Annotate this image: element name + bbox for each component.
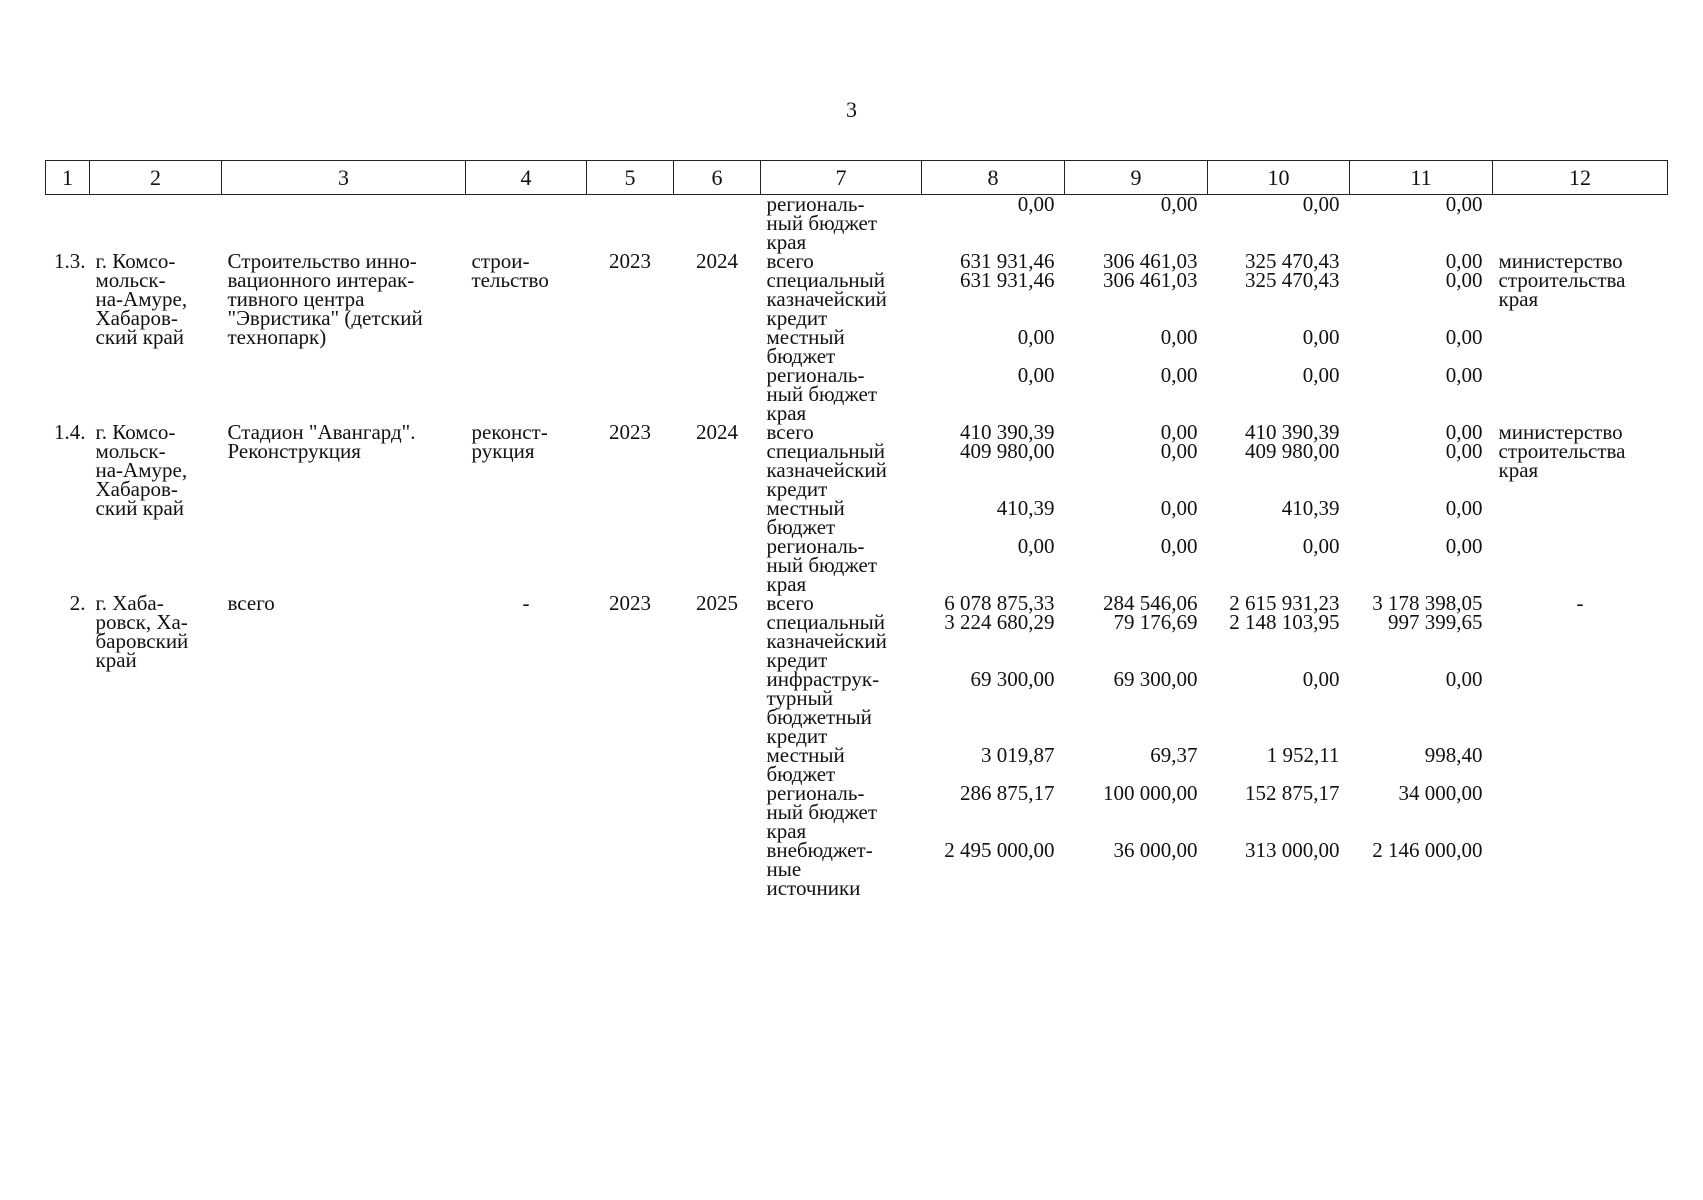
funding-source-cell: специальный казначейский кредит [766, 268, 887, 330]
carryover-row [46, 195, 1668, 253]
object-name-cell: Стадион "Авангард". Реконструкция [227, 420, 416, 463]
responsible-cell: министерство строительства края [1498, 249, 1626, 311]
amount-cell: 0,00 [1445, 363, 1483, 387]
amount-cell: 2 495 000,00 [944, 838, 1055, 862]
amount-cell: 0,00 [1445, 534, 1483, 558]
amount-cell: 325 470,43 [1245, 249, 1340, 273]
funding-source-cell: всего [766, 420, 814, 444]
amount-cell: 36 000,00 [1113, 838, 1198, 862]
amount-cell: 306 461,03 [1103, 268, 1198, 292]
amount-cell: 0,00 [1017, 325, 1055, 349]
end-year-cell: 2025 [696, 591, 738, 615]
amount-cell: 998,40 [1424, 743, 1483, 767]
amount-cell: 0,00 [1302, 534, 1340, 558]
amount-cell: 325 470,43 [1245, 268, 1340, 292]
funding-source-cell: инфраструк- турный бюджетный кредит [766, 667, 880, 748]
end-year-cell: 2024 [696, 420, 738, 444]
amount-cell: 0,00 [1445, 249, 1483, 273]
funding-source-cell: всего [766, 249, 814, 273]
amount-cell: 0,00 [1445, 325, 1483, 349]
start-year-cell: 2023 [609, 591, 651, 615]
object-name-cell: всего [227, 591, 275, 615]
amount-cell: 0,00 [1160, 534, 1198, 558]
amount-cell: 0,00 [1302, 192, 1340, 216]
amount-cell: 410 390,39 [1245, 420, 1340, 444]
start-year-cell: 2023 [609, 420, 651, 444]
amount-cell: 2 146 000,00 [1372, 838, 1483, 862]
amount-cell: 3 224 680,29 [944, 610, 1055, 634]
amount-cell: 34 000,00 [1398, 781, 1483, 805]
column-header: 5 [587, 161, 674, 195]
column-header: 11 [1350, 161, 1493, 195]
amount-cell: 409 980,00 [1245, 439, 1340, 463]
amount-cell: 0,00 [1445, 192, 1483, 216]
responsible-cell: - [1576, 591, 1584, 615]
amount-cell: 410,39 [1281, 496, 1340, 520]
column-header: 9 [1065, 161, 1208, 195]
column-header: 10 [1208, 161, 1350, 195]
column-number-row [46, 161, 1668, 195]
amount-cell: 306 461,03 [1103, 249, 1198, 273]
end-year-cell: 2024 [696, 249, 738, 273]
column-header: 2 [90, 161, 222, 195]
amount-cell: 0,00 [1302, 325, 1340, 349]
column-header: 4 [466, 161, 587, 195]
amount-cell: 69,37 [1150, 743, 1198, 767]
item-number-cell: 2. [69, 591, 86, 615]
amount-cell: 1 952,11 [1266, 743, 1340, 767]
funding-source-cell: местный бюджет [766, 743, 845, 786]
amount-cell: 409 980,00 [960, 439, 1055, 463]
amount-cell: 631 931,46 [960, 268, 1055, 292]
amount-cell: 0,00 [1302, 363, 1340, 387]
location-cell: г. Комсо- мольск- на-Амуре, Хабаров- ский край [95, 420, 188, 520]
amount-cell: 79 176,69 [1113, 610, 1198, 634]
investment-objects-table [45, 160, 1668, 898]
amount-cell: 0,00 [1017, 534, 1055, 558]
amount-cell: 2 615 931,23 [1229, 591, 1340, 615]
amount-cell: 152 875,17 [1245, 781, 1340, 805]
object-name-cell: Строительство инно- вационного интерак- тивного центра "Эвристика" (детский технопарк) [227, 249, 423, 349]
amount-cell: 0,00 [1160, 363, 1198, 387]
funding-source-cell: всего [766, 591, 814, 615]
amount-cell: 284 546,06 [1103, 591, 1198, 615]
responsible-cell: министерство строительства края [1498, 420, 1626, 482]
item-number-cell: 1.4. [54, 420, 86, 444]
work-type-cell: - [522, 591, 530, 615]
amount-cell: 2 148 103,95 [1229, 610, 1340, 634]
column-header: 7 [761, 161, 922, 195]
amount-cell: 69 300,00 [1113, 667, 1198, 691]
amount-cell: 0,00 [1017, 192, 1055, 216]
funding-source-cell: региональ- ный бюджет края [766, 192, 878, 254]
amount-cell: 0,00 [1160, 192, 1198, 216]
funding-source-cell: региональ- ный бюджет края [766, 781, 878, 843]
funding-source-cell: местный бюджет [766, 325, 845, 368]
amount-cell: 0,00 [1160, 420, 1198, 444]
column-header: 6 [674, 161, 761, 195]
funding-source-cell: специальный казначейский кредит [766, 610, 887, 672]
work-type-cell: строи- тельство [471, 249, 549, 292]
amount-cell: 313 000,00 [1245, 838, 1340, 862]
amount-cell: 0,00 [1160, 496, 1198, 520]
column-header: 12 [1493, 161, 1668, 195]
amount-cell: 6 078 875,33 [944, 591, 1055, 615]
funding-source-cell: внебюджет- ные источники [766, 838, 873, 900]
start-year-cell: 2023 [609, 249, 651, 273]
location-cell: г. Хаба- ровск, Ха- баровский край [95, 591, 189, 672]
amount-cell: 997 399,65 [1388, 610, 1483, 634]
amount-cell: 0,00 [1445, 268, 1483, 292]
amount-cell: 3 178 398,05 [1372, 591, 1483, 615]
location-cell: г. Комсо- мольск- на-Амуре, Хабаров- ский край [95, 249, 188, 349]
amount-cell: 0,00 [1017, 363, 1055, 387]
amount-cell: 3 019,87 [981, 743, 1055, 767]
amount-cell: 631 931,46 [960, 249, 1055, 273]
amount-cell: 0,00 [1160, 325, 1198, 349]
amount-cell: 100 000,00 [1103, 781, 1198, 805]
funding-source-cell: региональ- ный бюджет края [766, 534, 878, 596]
amount-cell: 0,00 [1445, 667, 1483, 691]
funding-source-cell: местный бюджет [766, 496, 845, 539]
page-number: 3 [846, 97, 857, 122]
amount-cell: 286 875,17 [960, 781, 1055, 805]
column-header: 1 [46, 161, 90, 195]
work-type-cell: реконст- рукция [471, 420, 548, 463]
item-number-cell: 1.3. [54, 249, 86, 273]
amount-cell: 69 300,00 [970, 667, 1055, 691]
amount-cell: 410 390,39 [960, 420, 1055, 444]
funding-source-cell: региональ- ный бюджет края [766, 363, 878, 425]
table-body [46, 192, 1668, 900]
amount-cell: 0,00 [1445, 420, 1483, 444]
amount-cell: 0,00 [1302, 667, 1340, 691]
column-header: 3 [222, 161, 466, 195]
funding-source-cell: специальный казначейский кредит [766, 439, 887, 501]
amount-cell: 0,00 [1445, 496, 1483, 520]
amount-cell: 410,39 [996, 496, 1055, 520]
amount-cell: 0,00 [1445, 439, 1483, 463]
amount-cell: 0,00 [1160, 439, 1198, 463]
column-header: 8 [922, 161, 1065, 195]
